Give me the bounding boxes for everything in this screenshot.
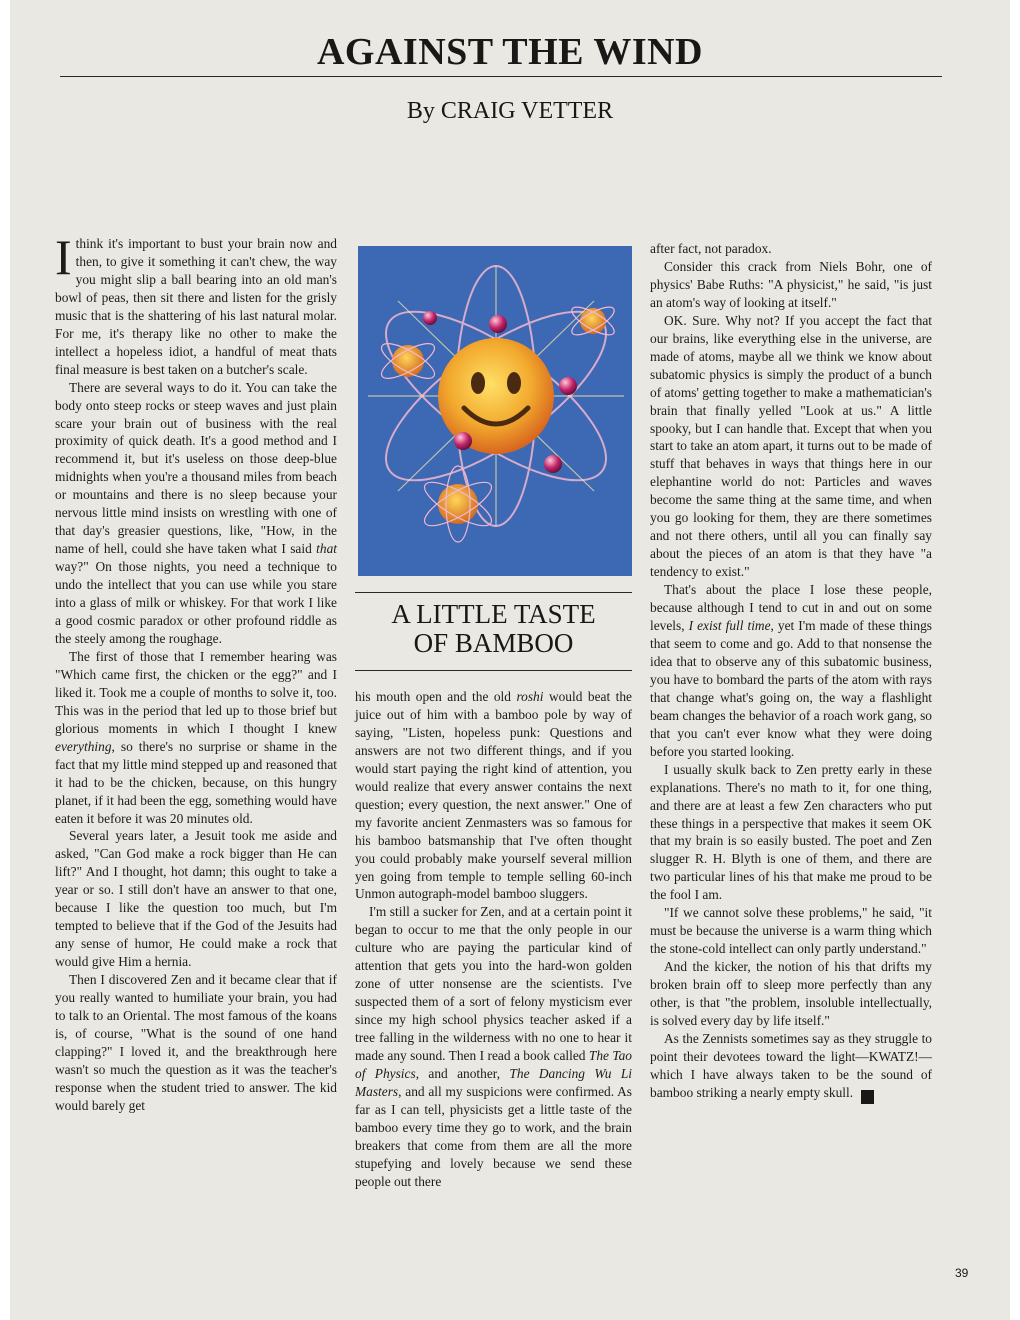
magazine-page: [10, 0, 1010, 1320]
section-subheading: A LITTLE TASTE OF BAMBOO: [391, 599, 596, 658]
paragraph: his mouth open and the old roshi would beat the juice out of him with a bamboo pole by way of saying, "Listen, hopeless punk: Questions and answers are not two different things, and if you would start paying the right kind of attention, you would realize that every answer contains the next question; every question, the next answer." One of my favorite ancient Zenmasters was so famous for his bamboo batsmanship that I've often thought you could probably make yourself several million yen going from temple to temple selling 60-inch Unmon autograph-model bamboo sluggers.: [355, 689, 632, 902]
paragraph: "If we cannot solve these problems," he said, "it must be because the universe is a warm thing which the stone-cold intellect can only partly understand.": [650, 905, 932, 957]
subhead-rule-top: [355, 592, 632, 593]
paragraph: And the kicker, the notion of his that drifts my broken brain off to sleep more perfectly than any other, is that "the problem, insoluble intellectually, is solved every day by life itself.": [650, 959, 932, 1028]
column-1: [55, 229, 337, 1115]
paragraph: Several years later, a Jesuit took me aside and asked, "Can God make a rock bigger than He can lift?" And I thought, hot damn; this ought to take a year or so. I still don't have an answer to that one, because I like the question too much, but I'm tempted to believe that if the God of the Jesuits had any sense of humor, He could make a rock that would give Him a hernia.: [55, 828, 337, 970]
paragraph: Ithink it's important to bust your brain now and then, to give it something it can't chew, the way you might slip a ball bearing into an old man's bowl of peas, then sit there and listen for the grisly music that is the shattering of his last natural molar. For me, it's therapy like no other to make the intellect a hopeless idiot, a handful of meat thats final measure is best taken on a butcher's scale.: [55, 229, 337, 377]
atom-art-icon: [358, 246, 632, 576]
drop-cap: I: [55, 229, 72, 285]
paragraph: I usually skulk back to Zen pretty early in these explanations. There's no math to it, for one thing, and there are at least a few Zen characters who put these things in a perspective that makes it seem OK that my brain is so easily busted. The poet and Zen slugger R. H. Blyth is one of them, and there are two particular lines of his that make me proud to be the fool I am.: [650, 761, 932, 903]
paragraph: Then I discovered Zen and it became clear that if you really wanted to humiliate your brain, you had to talk to an Oriental. The most famous of the koans is, of course, "What is the sound of one hand clapping?" I loved it, and the breakthrough here wasn't so much the question as it was the teacher's response when the student tried to answer. The kid would barely get: [55, 972, 337, 1113]
paragraph: after fact, not paradox.: [650, 241, 772, 256]
subhead-rule-bottom: [355, 670, 632, 671]
column-3: [650, 240, 932, 1104]
paragraph: As the Zennists sometimes say as they struggle to point their devotees toward the light—KWATZ!—which I have always taken to be the sound of bamboo striking a nearly empty skull. ■: [650, 1030, 932, 1102]
paragraph: I'm still a sucker for Zen, and at a certain point it began to occur to me that the only people in our culture who are paying the particular kind of attention that gets you into the hard-won golden zone of utter nonsense are the scientists. I've suspected them of a sort of felony mysticism ever since my high school physics teacher asked if a tree falling in the wilderness with no one to hear it made any sound. Then I read a book called The Tao of Physics, and another, The Dancing Wu Li Masters, and all my suspicions were confirmed. As far as I can tell, physicists get a little taste of the bamboo every time they go to work, and the brain breakers that come from them are all the more stupefying and lovely because we send these people out there: [355, 904, 633, 1189]
paragraph: That's about the place I lose these people, because although I tend to cut in and out on some levels, I exist full time, yet I'm made of these things that seem to come and go. Add to that nonsense the idea that to observe any of this subatomic business, you have to bombard the parts of the atom with rays that change what's going on, the way a flashlight beam changes the behavior of a roach work gang, so that you can't ever know what they were doing before you started looking.: [650, 582, 933, 759]
paragraph: The first of those that I remember hearing was "Which came first, the chicken or the egg?" and I liked it. Took me a couple of months to solve it, too. This was in the period that led up to those brief but glorious moments in which I thought I knew everything, so there's no surprise or shame in the fact that my little mind stepped up and reasoned that it had to be the chicken, because, on this hungry planet, if it had been the egg, something would have eaten it before it was 20 minutes old.: [55, 648, 337, 826]
paragraph: There are several ways to do it. You can take the body onto steep rocks or steep waves and just plain scare your brain out of business with the real proximity of quick death. It's a good method and I recommend it, but it's useless on those deep-blue midnights when you're a thousand miles from beach or mountains and there is no sleep because your nervous little mind insists on wrestling with one of that day's greasier questions, like, "How, in the name of hell, could she have taken what I said that way?" On those nights, you need a technique to undo the intellect that you can use while you stare into a glass of milk or whiskey. For that work I like a good cosmic paradox or other profound riddle as the steely among the roughage.: [55, 379, 337, 646]
column-2: [355, 688, 632, 1191]
rabbit-end-mark-icon: ■: [861, 1090, 874, 1104]
smiley-atom-illustration: [358, 246, 632, 576]
paragraph: Consider this crack from Niels Bohr, one of physics' Babe Ruths: "A physicist," he said, "is just an atom's way of looking at itself.": [650, 258, 932, 310]
title-rule: [60, 76, 942, 77]
byline: By CRAIG VETTER: [406, 98, 614, 124]
article-title: AGAINST THE WIND: [316, 31, 703, 73]
paragraph: OK. Sure. Why not? If you accept the fact that our brains, like everything else in the universe, are made of atoms, maybe all we think we know about subatomic physics is simply the product of a bunch of atoms' getting together to make a mathematician's brain that finally yelled "Look at us." A little spooky, but I can handle that. Except that when you start to take an atom apart, it turns out to be made of stuff that behaves in ways that things here in our elephantine world do not: Particles and waves become the same thing at the same time, and when you go looking for them, they are there sometimes and not there others, until all you can finally say about the pieces of an atom is that they have "a tendency to exist.": [650, 312, 932, 580]
page-number: 39: [955, 1266, 969, 1280]
